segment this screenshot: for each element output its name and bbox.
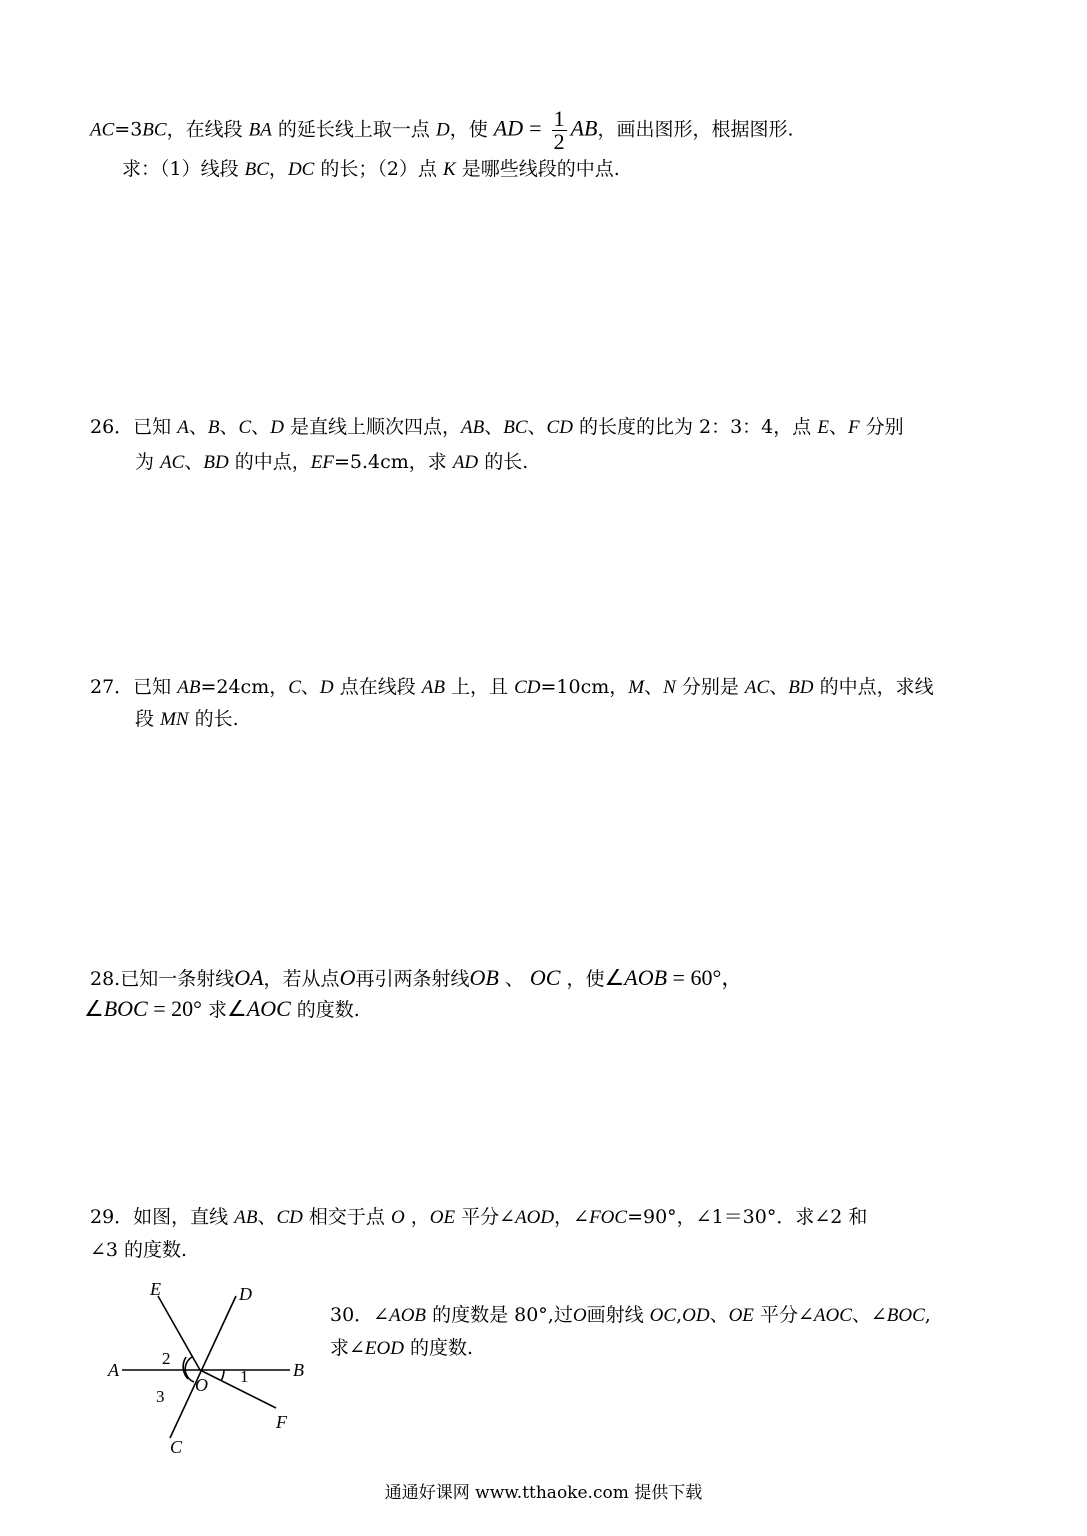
label-c: C [170,1437,183,1453]
text: C [238,417,252,438]
math-ab: AB [570,115,598,141]
text: 的延长线上取一点 [277,118,430,141]
text: D [319,677,334,698]
text: =24cm， [200,676,289,698]
text: ，使 [449,118,488,141]
text: OC [649,1305,677,1326]
text: BOC [886,1305,925,1326]
text: =3 [114,118,143,141]
text: 、 [188,416,208,438]
text: ∠3 的度数. [90,1239,188,1261]
line-cd [170,1296,236,1438]
text: 、 [644,676,664,698]
text: 的度数. [296,999,360,1021]
text: K [443,159,456,180]
text: 的度数. [410,1337,474,1359]
text: AB [460,417,485,438]
text: 、 [769,676,789,698]
text: CD [546,417,573,438]
angle-arc-1 [221,1370,224,1381]
math-aob: AOB [624,965,668,990]
text: AB [234,1207,258,1228]
text: 、 [709,1304,729,1326]
q25-line2 [122,157,620,182]
text: D [270,417,284,438]
text: 的长；（2）点 [320,158,437,180]
text: ， [410,1206,430,1228]
text: MN [160,709,189,730]
question-number: 28.已知一条射线 [90,968,235,990]
math-ad: AD [493,115,524,141]
text: 、∠ [851,1304,887,1326]
q29-line1 [90,1205,867,1230]
text: 的长. [484,451,529,473]
text: D [435,119,450,141]
text: AC [744,677,770,698]
text: AOB [389,1305,427,1326]
text: 的长度的比为 2：3：4，点 [578,416,812,438]
q27-line1 [90,675,934,700]
text: 、 [484,416,504,438]
text: BD [203,452,229,473]
footer-text: 通通好课网 www.tthaoke.com 提供下载 [384,1483,703,1503]
label-e: E [150,1279,161,1299]
text: BC [503,417,528,438]
angle-symbol: ∠ [84,996,104,1021]
text: 的中点，求线 [819,676,934,698]
text: EF [310,452,334,473]
fraction-denominator: 2 [553,129,565,154]
text: ，使 [566,968,605,990]
q26-line1 [90,415,904,440]
question-number: 26．已知 [90,416,172,438]
text: =10cm， [540,676,629,698]
text: AC [90,119,115,141]
ray-of [200,1370,276,1408]
fraction-numerator: 1 [553,106,565,131]
q30-line1 [330,1303,931,1328]
angle-symbol: ∠ [227,996,247,1021]
label-d: D [239,1284,252,1304]
text: 、 [219,416,239,438]
text: BC [142,119,167,141]
math-20deg: = 20° [147,996,202,1021]
text: AB [421,677,445,698]
text: 是哪些线段的中点. [461,158,620,180]
text: O [390,1207,405,1228]
q29-line2 [90,1238,187,1262]
text: 平分∠ [759,1304,814,1326]
text: 平分∠ [461,1206,516,1228]
label-angle-3: 3 [156,1387,165,1406]
text: =5.4cm，求 [333,451,447,473]
text: 段 [135,708,155,730]
text: 、 [251,416,271,438]
text: E [817,417,829,438]
text: AB [177,677,201,698]
text: FOC [589,1207,628,1228]
text: OE [429,1207,456,1228]
text: 再引两条射线 [355,968,470,990]
math-60deg: = 60°， [667,965,744,990]
text: 、 [184,451,204,473]
text: AD [452,452,479,473]
text: ，画出图形，根据图形. [597,118,794,141]
text: 的中点， [234,451,311,473]
text: 求∠ [330,1337,365,1359]
label-b: B [293,1360,304,1380]
math-equals: = [529,115,542,141]
math-oa: OA [234,965,264,990]
q28-line1 [90,966,743,991]
text: BC [244,159,269,180]
math-ob: OB [469,965,499,990]
text: AOD [515,1207,555,1228]
text: 为 [135,451,155,473]
text: 画射线 [586,1304,644,1326]
text: 是直线上顺次四点， [289,416,461,438]
label-o: O [195,1375,208,1395]
q25-line1 [90,108,794,153]
math-oc: OC [529,965,561,990]
text: C [288,677,301,698]
fraction-half [552,108,567,153]
text: OE [728,1305,754,1326]
text: ，在线段 [166,118,243,141]
text: 、 [300,676,320,698]
text: 、 [828,416,848,438]
text: BD [788,677,814,698]
math-boc: BOC [103,996,148,1021]
text: 的长. [194,708,239,730]
text: AOC [813,1305,852,1326]
question-number: 29．如图，直线 [90,1206,229,1228]
text: EOD [364,1338,404,1359]
q30-line2 [330,1336,473,1361]
text: 上，且 [451,676,509,698]
angle-figure [100,1278,315,1453]
text: 、 [527,416,547,438]
text: CD [276,1207,303,1228]
text: F [847,417,860,438]
text: 点在线段 [339,676,416,698]
text: 、 [257,1206,277,1228]
text: 求：（1）线段 [122,158,239,180]
text: M [628,677,645,698]
text: OD [682,1305,710,1326]
text: AC [160,452,185,473]
text: 、 [504,968,524,990]
text: , [924,1304,931,1326]
text: 相交于点 [308,1206,385,1228]
text: N [663,677,676,698]
text: 分别 [865,416,904,438]
text: BA [248,119,272,141]
text: 分别是 [681,676,739,698]
q27-line2 [135,707,239,732]
text: 求 [208,999,228,1021]
q28-line2 [84,997,360,1022]
text: CD [514,677,541,698]
text: O [572,1305,587,1326]
question-number: 30．∠ [330,1304,390,1326]
text: ，若从点 [263,968,340,990]
angle-symbol: ∠ [604,965,625,990]
math-o: O [339,965,356,990]
text: ，∠ [554,1206,590,1228]
text: , [676,1304,683,1326]
text: DC [287,159,315,180]
label-a: A [108,1360,119,1380]
question-number: 27．已知 [90,676,172,698]
math-aoc: AOC [246,996,291,1021]
text: =90°，∠1＝30°．求∠2 和 [627,1206,868,1228]
text: ， [268,158,288,180]
label-f: F [276,1412,287,1432]
text: 的度数是 80°,过 [432,1304,573,1326]
label-angle-1: 1 [240,1367,249,1386]
text: B [207,417,220,438]
q26-line2 [135,450,528,475]
text: A [177,417,189,438]
label-angle-2: 2 [162,1349,171,1368]
